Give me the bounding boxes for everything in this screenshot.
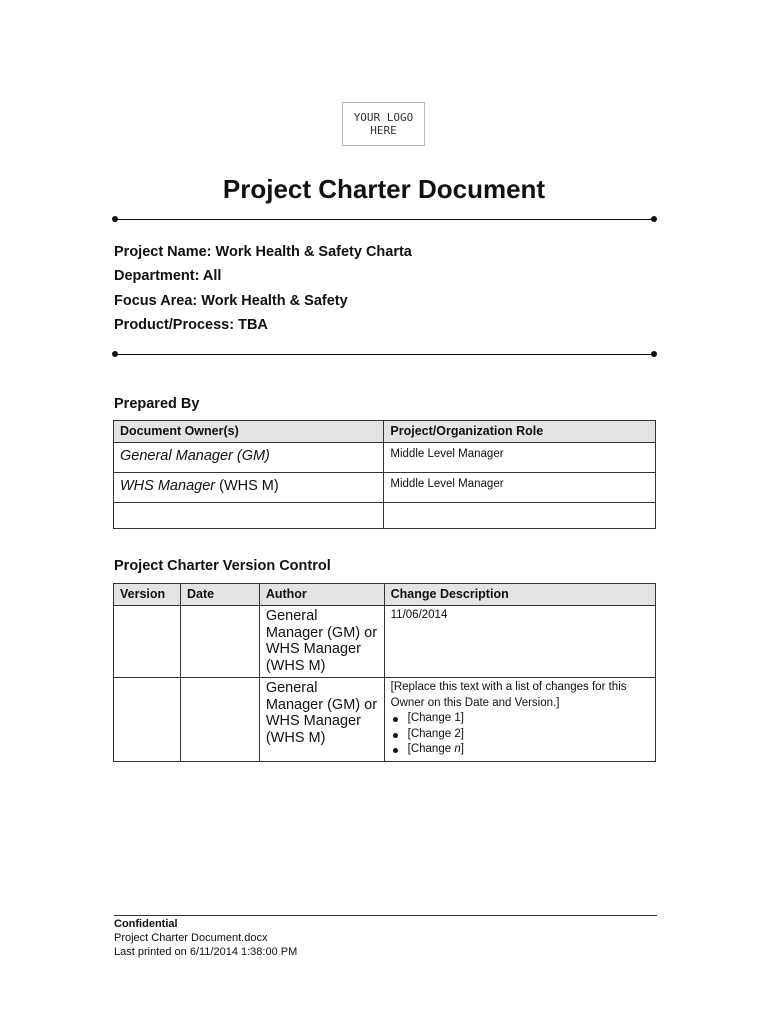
prepared-by-table [113, 420, 656, 529]
table-row [114, 473, 656, 503]
owner-cell [114, 443, 384, 473]
date-cell [180, 678, 259, 762]
version-cell [114, 606, 181, 678]
change-list [391, 711, 649, 758]
description-text: [Replace this text with a list of changes for this Owner on this Date and Version.] [390, 681, 627, 709]
column-header: Document Owner(s) [114, 421, 384, 443]
author-cell: General Manager (GM) or WHS Manager (WHS M) [259, 678, 384, 762]
author-cell: General Manager (GM) or WHS Manager (WHS M) [259, 606, 384, 678]
owner-cell [114, 473, 384, 503]
version-control-heading: Project Charter Version Control [114, 558, 331, 574]
description-cell [384, 678, 655, 762]
change-item-suffix: ] [460, 743, 464, 755]
version-cell [114, 678, 181, 762]
prepared-by-heading: Prepared By [114, 396, 200, 412]
footer-divider [114, 915, 657, 916]
table-row [114, 443, 656, 473]
department: Department: All [114, 268, 222, 284]
owner-name-abbrev: (WHS M) [215, 478, 279, 494]
empty-cell [384, 503, 656, 529]
column-header: Project/Organization Role [384, 421, 656, 443]
change-item [391, 742, 649, 758]
footer-printed-date: Last printed on 6/11/2014 1:38:00 PM [114, 946, 298, 958]
footer-filename: Project Charter Document.docx [114, 932, 268, 944]
change-item-variable: n [454, 743, 461, 755]
date-cell [180, 606, 259, 678]
column-header: Date [180, 584, 259, 606]
logo-text: YOUR LOGO HERE [353, 111, 414, 137]
change-item-prefix: [Change [407, 743, 455, 755]
change-item: [Change 2] [391, 727, 649, 743]
info-divider [115, 354, 654, 355]
column-header: Change Description [384, 584, 655, 606]
focus-area: Focus Area: Work Health & Safety [114, 293, 348, 309]
owner-name-italic: WHS Manager [120, 478, 216, 494]
role-cell: Middle Level Manager [384, 443, 656, 473]
empty-cell [114, 503, 384, 529]
top-divider [115, 219, 654, 220]
column-header: Version [114, 584, 181, 606]
product-process: Product/Process: TBA [114, 317, 268, 333]
footer-confidential: Confidential [114, 918, 178, 930]
table-row [114, 606, 656, 678]
table-header-row [114, 584, 656, 606]
document-title: Project Charter Document [222, 174, 546, 204]
table-row [114, 678, 656, 762]
owner-name: General Manager (GM) [120, 448, 270, 464]
column-header: Author [259, 584, 384, 606]
version-control-table [113, 583, 656, 762]
role-cell: Middle Level Manager [384, 473, 656, 503]
logo-placeholder [342, 102, 425, 146]
table-row-empty [114, 503, 656, 529]
change-item: [Change 1] [391, 711, 649, 727]
description-cell: 11/06/2014 [384, 606, 655, 678]
project-name: Project Name: Work Health & Safety Charta [114, 244, 412, 260]
table-header-row [114, 421, 656, 443]
